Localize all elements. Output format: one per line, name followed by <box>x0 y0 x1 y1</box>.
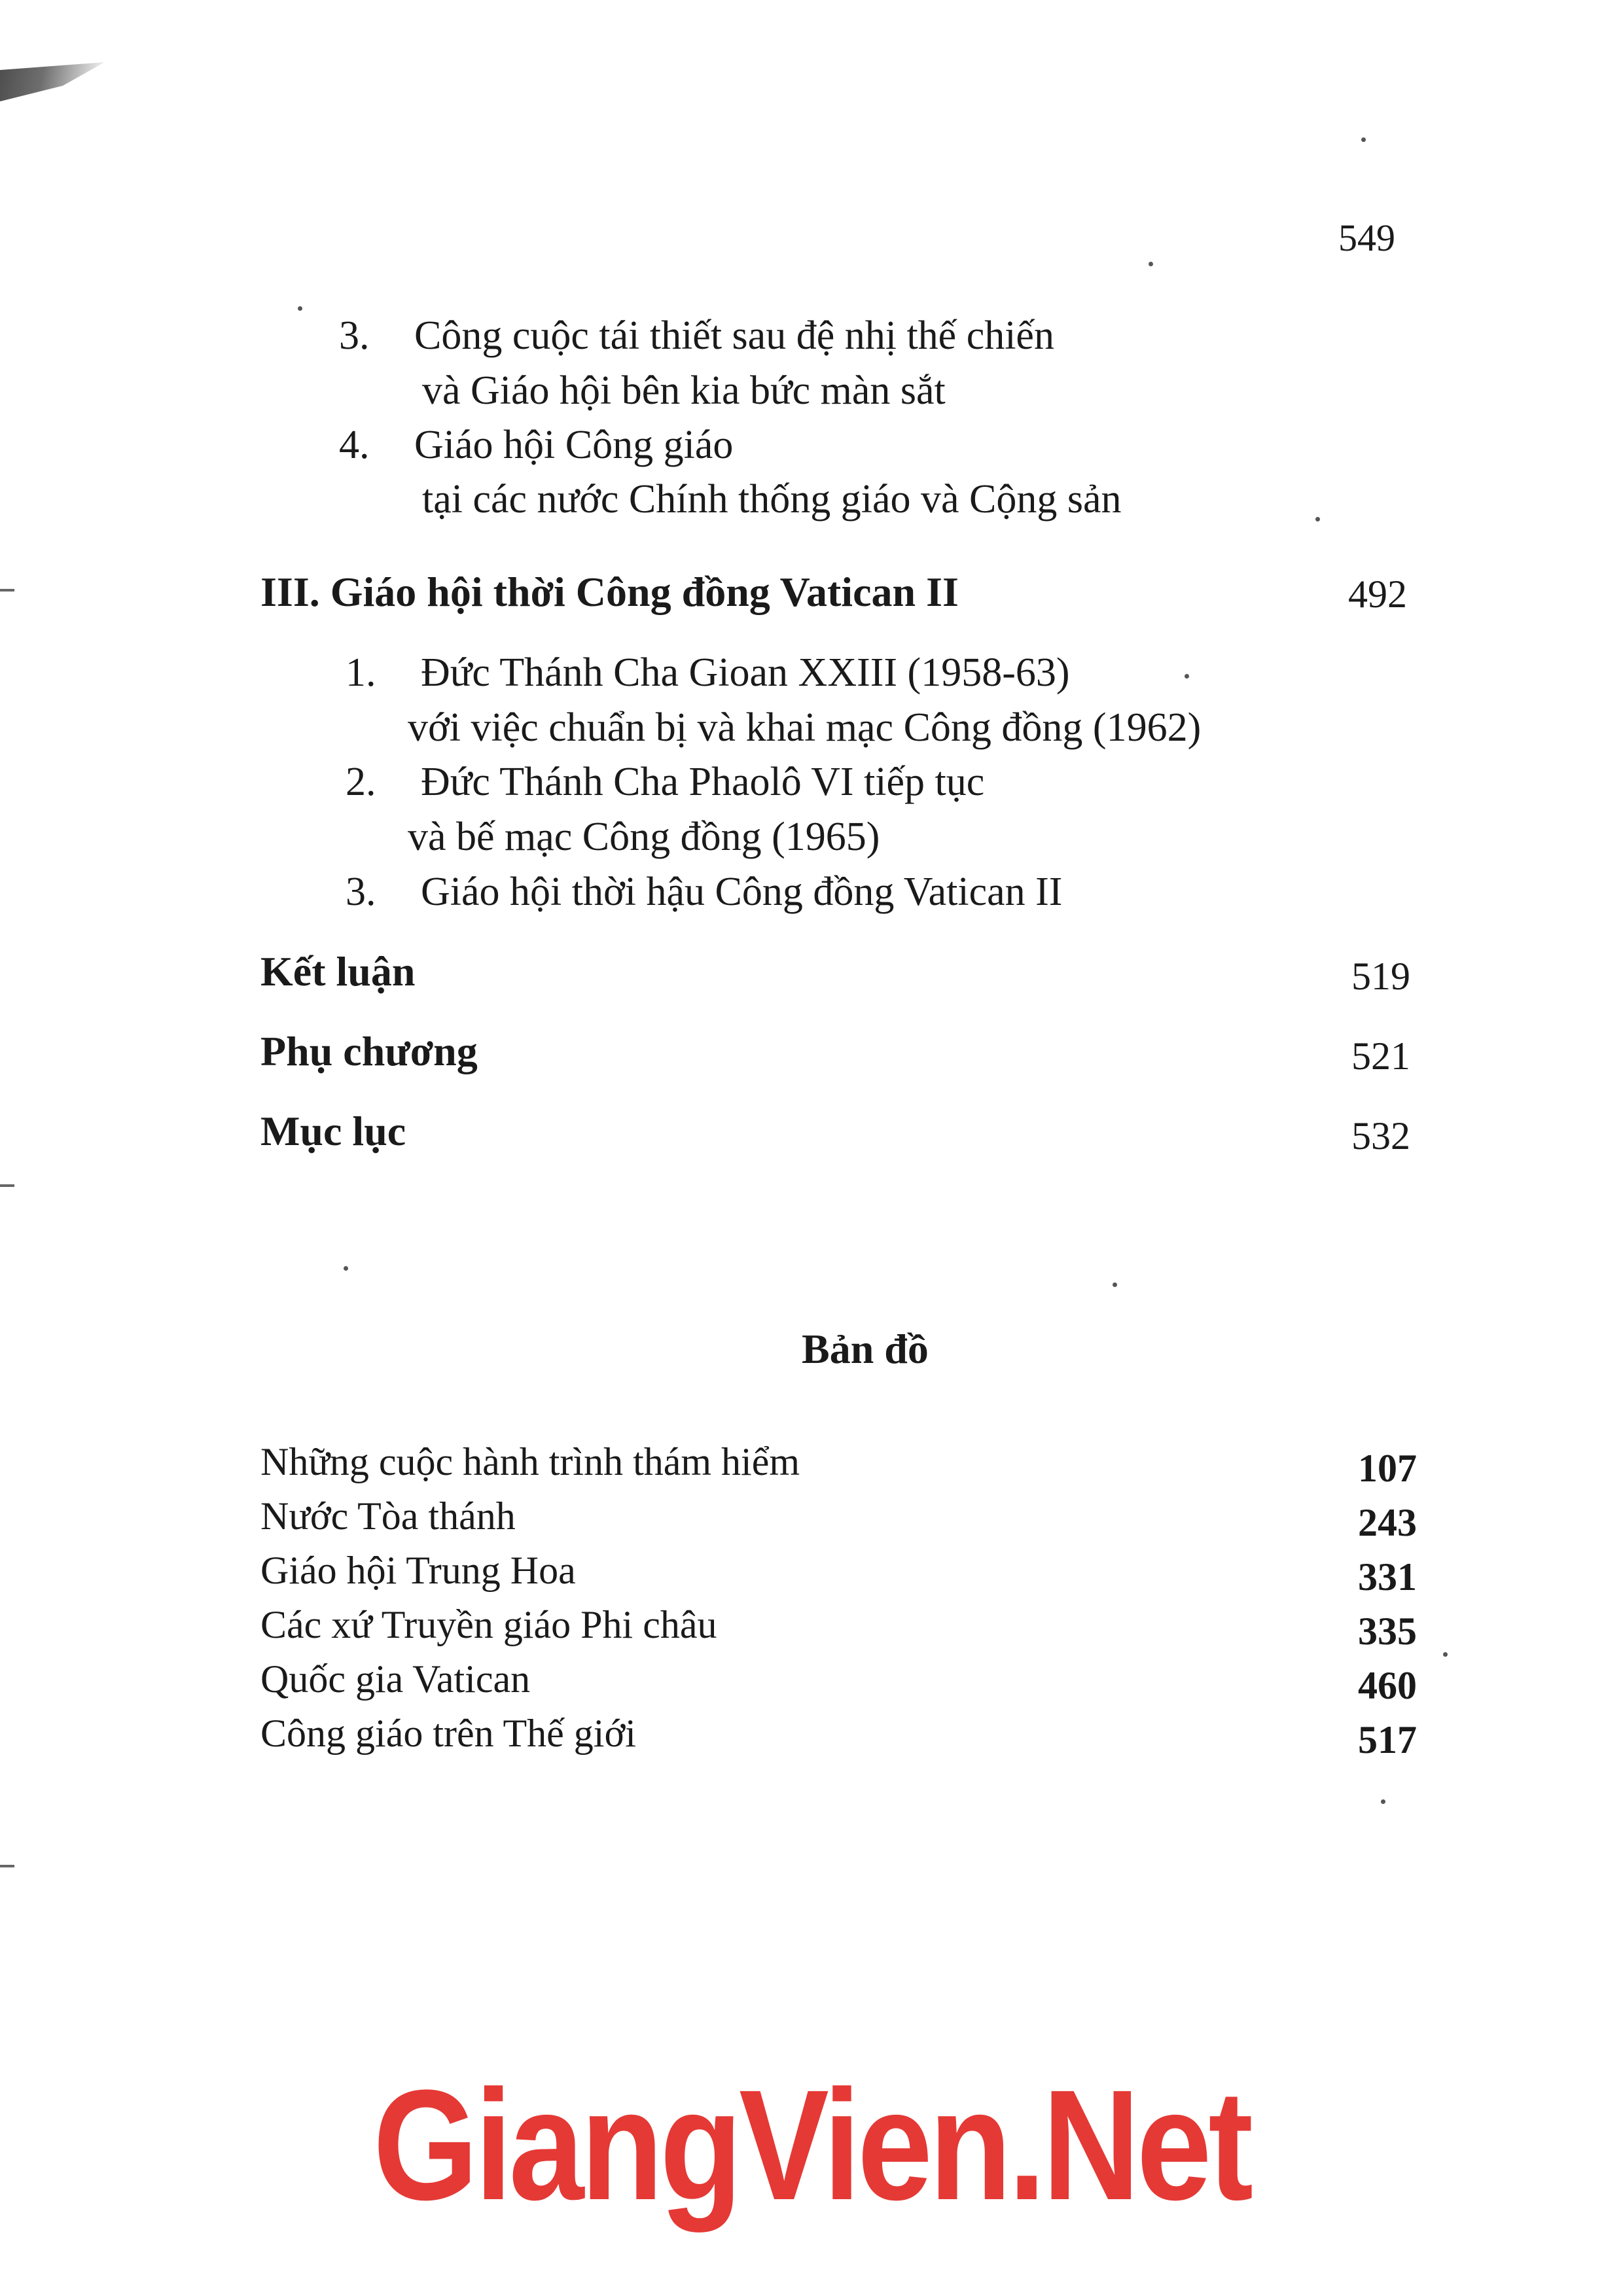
map-item-5: Quốc gia Vatican <box>260 1657 531 1701</box>
toc-item-b1-continuation: với việc chuẩn bị và khai mạc Công đồng (1962) <box>408 705 1202 750</box>
toc-contents: Mục lục <box>260 1108 406 1154</box>
scan-edge-mark <box>0 1865 14 1867</box>
scan-speck <box>1113 1282 1117 1287</box>
toc-item-number: 2. <box>346 760 376 804</box>
map-item-3-page: 331 <box>1358 1555 1417 1598</box>
watermark-logo: GiangVien.Net <box>373 2057 1250 2233</box>
toc-item-a3 <box>339 313 1054 359</box>
toc-item-b2 <box>346 759 984 805</box>
toc-section-iii: III. Giáo hội thời Công đồng Vatican II <box>260 569 959 615</box>
scan-speck <box>344 1266 348 1271</box>
toc-item-b1 <box>346 650 1070 696</box>
toc-appendix-page: 521 <box>1351 1034 1410 1078</box>
toc-contents-page: 532 <box>1351 1114 1410 1157</box>
scan-speck <box>298 306 302 311</box>
map-item-4-page: 335 <box>1358 1610 1417 1653</box>
toc-section-iii-page: 492 <box>1348 573 1407 616</box>
toc-item-title: Giáo hội Công giáo <box>414 423 734 467</box>
toc-item-title: Công cuộc tái thiết sau đệ nhị thế chiến <box>414 313 1054 358</box>
toc-item-number: 1. <box>346 650 376 695</box>
scan-edge-mark <box>0 589 14 592</box>
toc-item-number: 3. <box>346 870 376 914</box>
toc-item-a3-continuation: và Giáo hội bên kia bức màn sắt <box>422 368 946 413</box>
map-item-3: Giáo hội Trung Hoa <box>260 1549 576 1592</box>
scan-speck <box>1381 1799 1385 1804</box>
toc-conclusion-page: 519 <box>1351 955 1410 998</box>
scan-speck <box>1361 137 1366 142</box>
map-item-1: Những cuộc hành trình thám hiểm <box>260 1440 800 1483</box>
page-number: 549 <box>1338 217 1395 259</box>
map-item-5-page: 460 <box>1358 1664 1417 1707</box>
scan-speck <box>1315 517 1320 521</box>
scan-smudge <box>0 62 105 101</box>
scan-speck <box>1185 674 1189 679</box>
toc-appendix: Phụ chương <box>260 1028 478 1074</box>
map-item-1-page: 107 <box>1358 1447 1417 1490</box>
toc-item-number: 4. <box>339 423 370 467</box>
map-item-2: Nước Tòa thánh <box>260 1494 516 1538</box>
toc-item-a4 <box>339 422 733 468</box>
map-item-6: Công giáo trên Thế giới <box>260 1712 636 1755</box>
toc-item-b3 <box>346 869 1062 915</box>
scan-speck <box>1443 1652 1448 1657</box>
toc-conclusion: Kết luận <box>260 948 416 995</box>
map-item-2-page: 243 <box>1358 1501 1417 1544</box>
maps-heading: Bản đồ <box>802 1326 929 1372</box>
map-item-4: Các xứ Truyền giáo Phi châu <box>260 1603 717 1646</box>
scan-edge-mark <box>0 1184 14 1187</box>
scan-speck <box>1149 262 1153 266</box>
toc-item-a4-continuation: tại các nước Chính thống giáo và Cộng sản <box>422 477 1122 521</box>
toc-item-title: Đức Thánh Cha Phaolô VI tiếp tục <box>421 760 985 804</box>
toc-item-b2-continuation: và bế mạc Công đồng (1965) <box>408 815 880 859</box>
toc-item-title: Đức Thánh Cha Gioan XXIII (1958-63) <box>421 650 1070 695</box>
map-item-6-page: 517 <box>1358 1718 1417 1761</box>
toc-item-title: Giáo hội thời hậu Công đồng Vatican II <box>421 870 1063 914</box>
toc-item-number: 3. <box>339 313 370 358</box>
